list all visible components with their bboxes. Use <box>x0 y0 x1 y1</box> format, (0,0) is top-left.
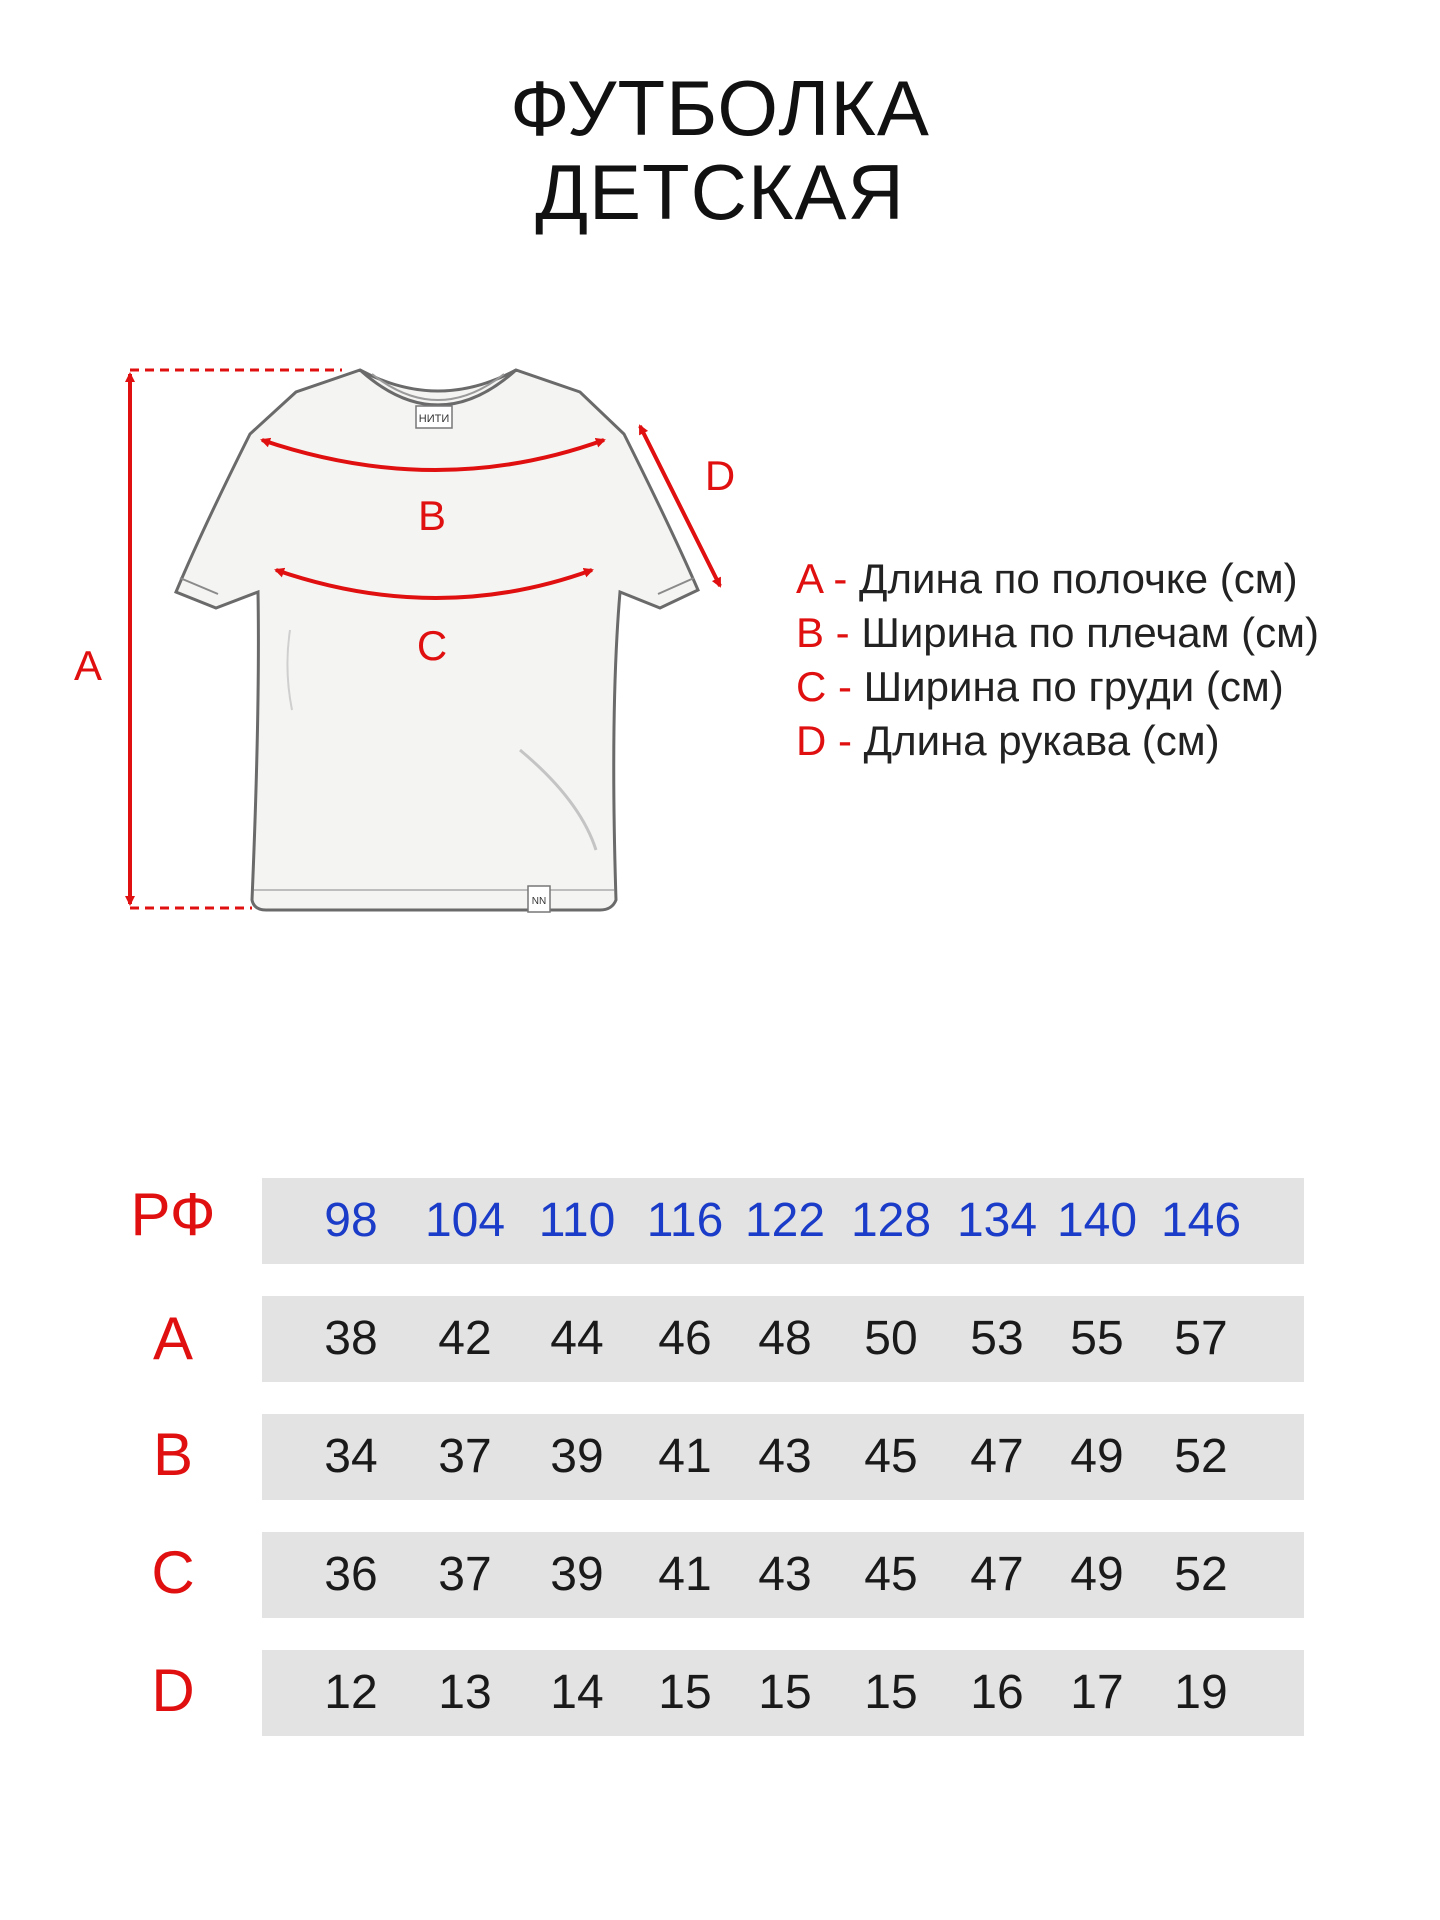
legend-item-b: B - Ширина по плечам (см) <box>796 609 1319 656</box>
value-cell: 15 <box>864 1666 918 1719</box>
value-cell: 37 <box>438 1430 492 1483</box>
table-row-label-d: D <box>151 1657 195 1724</box>
table-row-sizes <box>262 1178 1304 1264</box>
measure-d-label: D <box>704 452 736 499</box>
value-cell: 49 <box>1070 1430 1124 1483</box>
value-cell: 47 <box>970 1548 1024 1601</box>
value-cell: 43 <box>758 1430 812 1483</box>
table-row <box>262 1414 1304 1500</box>
value-cell: 50 <box>864 1312 918 1365</box>
value-cell: 36 <box>324 1548 378 1601</box>
value-cell: 45 <box>864 1548 918 1601</box>
measure-a-label: A <box>73 642 103 689</box>
value-cell: 53 <box>970 1312 1024 1365</box>
size-cell: 98 <box>324 1194 378 1247</box>
legend-item-a: A - Длина по полочке (см) <box>796 555 1298 602</box>
value-cell: 19 <box>1174 1666 1228 1719</box>
value-cell: 41 <box>658 1548 712 1601</box>
value-cell: 48 <box>758 1312 812 1365</box>
value-cell: 44 <box>550 1312 604 1365</box>
size-cell: 128 <box>850 1194 932 1247</box>
value-cell: 12 <box>324 1666 378 1719</box>
hem-tag <box>528 886 550 912</box>
value-cell: 45 <box>864 1430 918 1483</box>
size-cell: 122 <box>744 1194 826 1247</box>
value-cell: 52 <box>1174 1548 1228 1601</box>
value-cell: 15 <box>758 1666 812 1719</box>
table-row <box>262 1650 1304 1736</box>
size-cell: 104 <box>424 1194 506 1247</box>
table-row <box>262 1296 1304 1382</box>
value-cell: 57 <box>1174 1312 1228 1365</box>
size-cell: 116 <box>646 1194 724 1247</box>
value-cell: 14 <box>550 1666 604 1719</box>
value-cell: 17 <box>1070 1666 1124 1719</box>
value-cell: 42 <box>438 1312 492 1365</box>
value-cell: 34 <box>324 1430 378 1483</box>
value-cell: 49 <box>1070 1548 1124 1601</box>
size-cell: 140 <box>1056 1194 1138 1247</box>
table-header-label: РФ <box>130 1181 216 1248</box>
legend-item-c: C - Ширина по груди (см) <box>796 663 1284 710</box>
size-cell: 110 <box>538 1194 616 1247</box>
table-row-label-c: C <box>151 1539 195 1606</box>
value-cell: 13 <box>438 1666 492 1719</box>
value-cell: 55 <box>1070 1312 1124 1365</box>
value-cell: 15 <box>658 1666 712 1719</box>
value-cell: 16 <box>970 1666 1024 1719</box>
legend-item-d: D - Длина рукава (см) <box>796 717 1220 764</box>
svg-text:НИТИ: НИТИ <box>418 413 450 425</box>
value-cell: 46 <box>658 1312 712 1365</box>
page-title-line-1: ФУТБОЛКА <box>510 64 930 152</box>
value-cell: 41 <box>658 1430 712 1483</box>
measurement-legend <box>796 552 1319 768</box>
value-cell: 39 <box>550 1548 604 1601</box>
value-cell: 47 <box>970 1430 1024 1483</box>
svg-text:NN: NN <box>531 896 547 907</box>
size-cell: 146 <box>1160 1194 1242 1247</box>
value-cell: 52 <box>1174 1430 1228 1483</box>
measure-c-label: C <box>416 622 448 669</box>
value-cell: 43 <box>758 1548 812 1601</box>
size-cell: 134 <box>956 1194 1038 1247</box>
table-row-label-b: B <box>152 1421 194 1488</box>
table-row-label-a: A <box>152 1305 194 1372</box>
value-cell: 38 <box>324 1312 378 1365</box>
table-row <box>262 1532 1304 1618</box>
page-title-line-2: ДЕТСКАЯ <box>535 148 905 236</box>
measure-b-label: B <box>417 492 447 539</box>
value-cell: 37 <box>438 1548 492 1601</box>
value-cell: 39 <box>550 1430 604 1483</box>
collar-tag <box>416 406 452 428</box>
